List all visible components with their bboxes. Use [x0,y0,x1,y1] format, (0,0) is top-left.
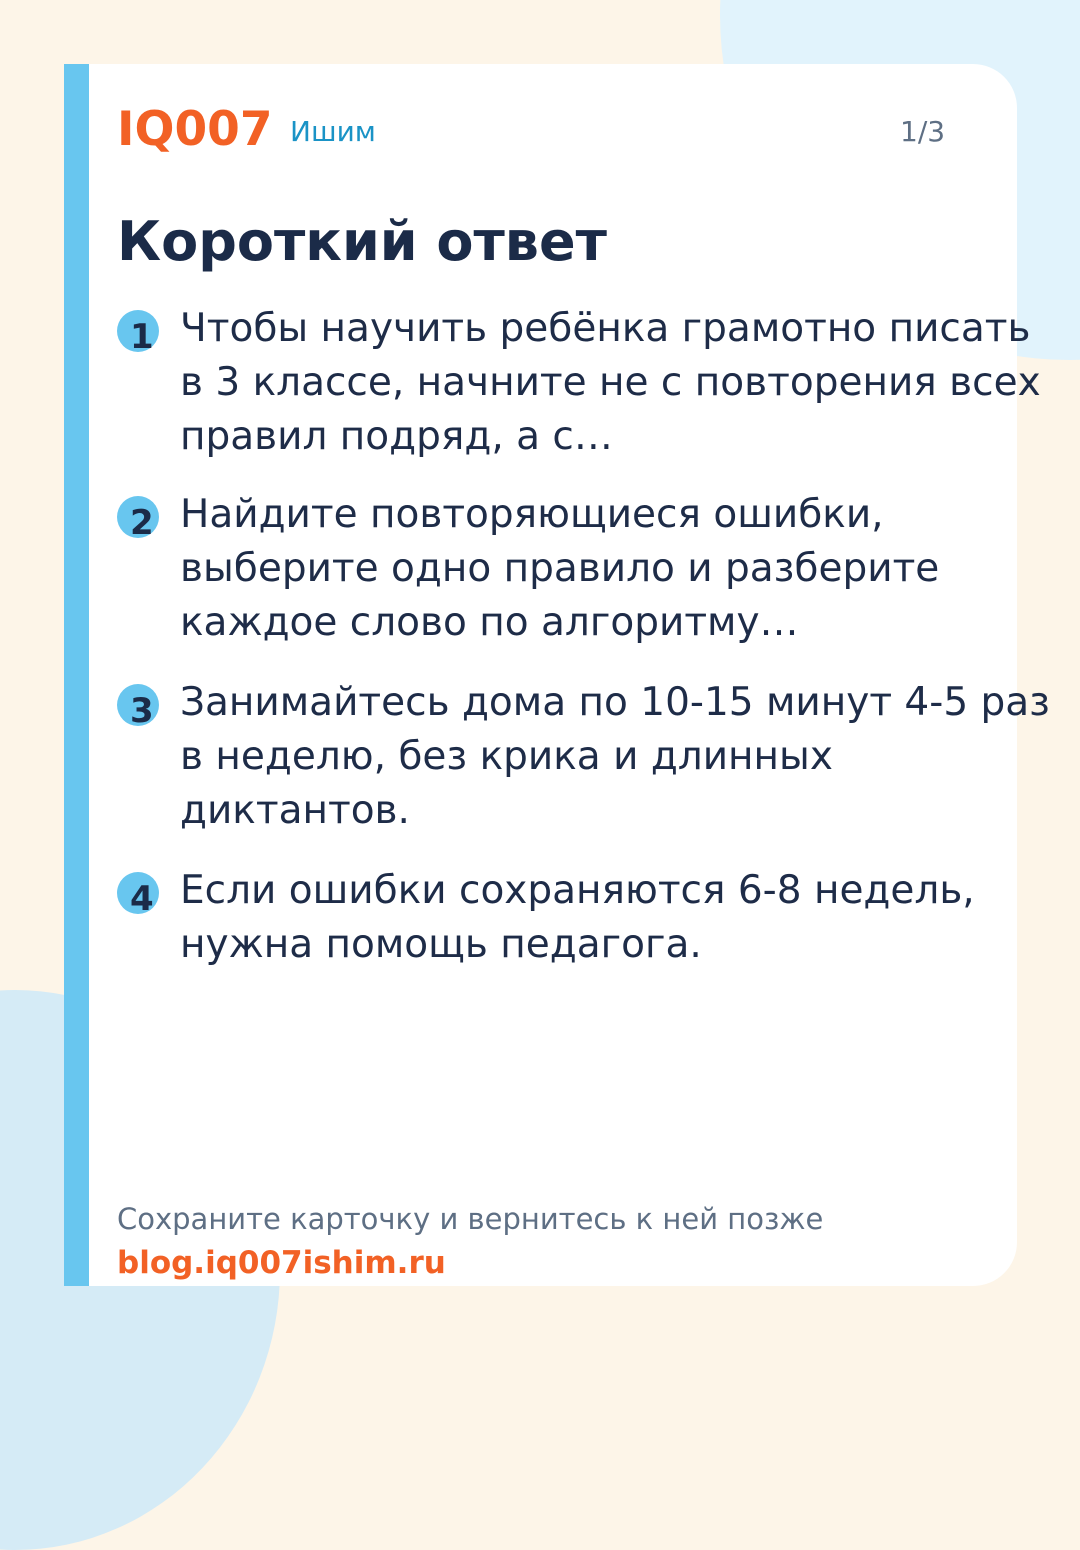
page-counter: 1/3 [900,115,946,148]
city-label: Ишим [290,115,376,148]
number-badge-label: 3 [130,691,154,731]
list-item-text: Найдите повторяющиеся ошибки, выберите одно правило и разберите каждое слово по алгоритму… [180,492,940,645]
number-badge [117,496,159,543]
number-badge [117,684,159,731]
number-badge-label: 4 [130,879,154,919]
number-badge-label: 2 [130,503,154,543]
blog-link[interactable]: blog.iq007ishim.ru [117,1245,446,1281]
number-badge [117,310,159,357]
accent-bar [64,64,89,1286]
list-item-text: Занимайтесь дома по 10-15 минут 4-5 раз в неделю, без крика и длинных диктантов. [180,680,1050,833]
list-item-text: Если ошибки сохраняются 6-8 недель, нужна помощь педагога. [180,868,975,967]
number-badge [117,872,159,919]
brand-logo: IQ007 [117,102,273,157]
list-item-text: Чтобы научить ребёнка грамотно писать в 3 классе, начните не с повторения всех правил подряд, а с… [180,306,1041,459]
card-title: Короткий ответ [117,210,607,273]
number-badge-label: 1 [130,317,154,357]
save-hint: Сохраните карточку и вернитесь к ней позже [117,1202,824,1236]
content-card [64,64,1050,1286]
